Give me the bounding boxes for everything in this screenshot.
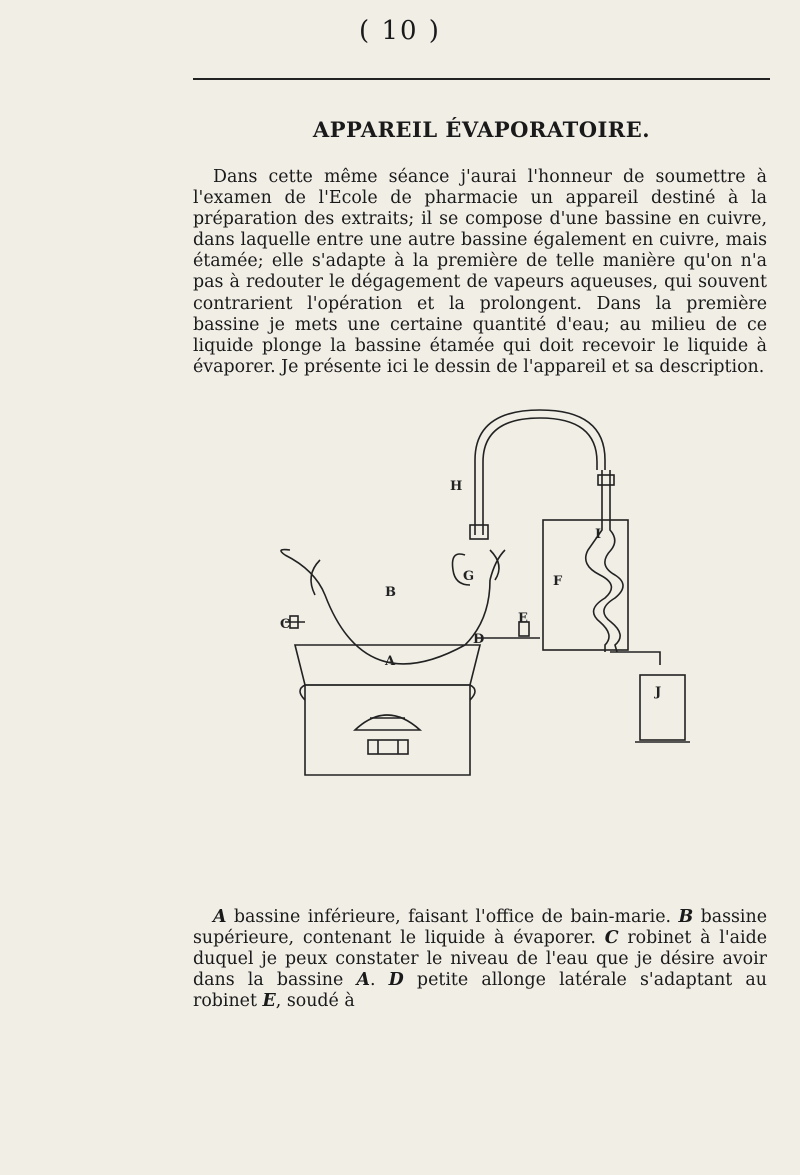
label-J: J	[655, 685, 662, 700]
intro-paragraph: Dans cette même séance j'aurai l'honneur de soumettre à l'examen de l'Ecole de pharmacie un appareil destiné à la préparation des extraits; il se compose d'une bassine en cuivre, dans laquelle entre une autre bassine également en cuivre, mais étamée; elle s'adapte à la première de telle manière qu'on n'a pas à redouter le dégagement de vapeurs aqueuses, qui souvent contrarient l'opération et la prolongent. Dans la première bassine je mets une certaine quantité d'eau; au milieu de ce liquide plonge la bassine étamée qui doit recevoir le liquide à évaporer. Je présente ici le dessin de l'appareil et sa description.	[193, 167, 767, 377]
label-D: D	[473, 632, 485, 647]
label-H: H	[450, 479, 463, 494]
desc-letter-A: A	[213, 907, 227, 927]
label-A: A	[385, 654, 396, 669]
label-F: F	[553, 574, 563, 589]
label-C: C	[280, 617, 291, 632]
desc-letter-C: C	[604, 928, 619, 949]
header-rule	[193, 78, 770, 80]
label-I: I	[595, 527, 602, 542]
label-B: B	[385, 585, 396, 600]
desc-text-A: bassine inférieure, faisant l'office de bain-marie.	[226, 907, 679, 927]
desc-text-C: robinet à l'aide duquel je peux constater le niveau de l'eau que je désire avoir dans la bassine	[193, 928, 768, 991]
desc-letter-A2: A	[356, 970, 370, 991]
label-G: G	[463, 569, 475, 584]
desc-letter-E: E	[262, 991, 276, 1012]
tube-H	[475, 410, 605, 535]
upper-basin	[285, 555, 490, 664]
furnace-vent	[368, 740, 408, 754]
label-E: E	[518, 611, 528, 626]
desc-letter-B: B	[678, 907, 694, 927]
section-title: APPAREIL ÉVAPORATOIRE.	[312, 117, 651, 142]
apparatus-drawing	[275, 400, 695, 780]
receiver-J	[640, 675, 685, 740]
coil-I	[586, 470, 612, 652]
figure-description	[193, 907, 767, 1012]
desc-letter-D: D	[388, 970, 404, 991]
desc-text-B: bassine supérieure, contenant le liquide à évaporer.	[193, 907, 767, 949]
desc-text-E: , soudé à	[275, 991, 355, 1012]
desc-text-A2: .	[369, 970, 389, 991]
desc-text-D: petite allonge latérale s'adaptant au robinet	[193, 970, 767, 1012]
outlet-tube	[610, 652, 660, 665]
page-number: ( 10 )	[359, 16, 441, 46]
apparatus-figure	[275, 400, 695, 780]
